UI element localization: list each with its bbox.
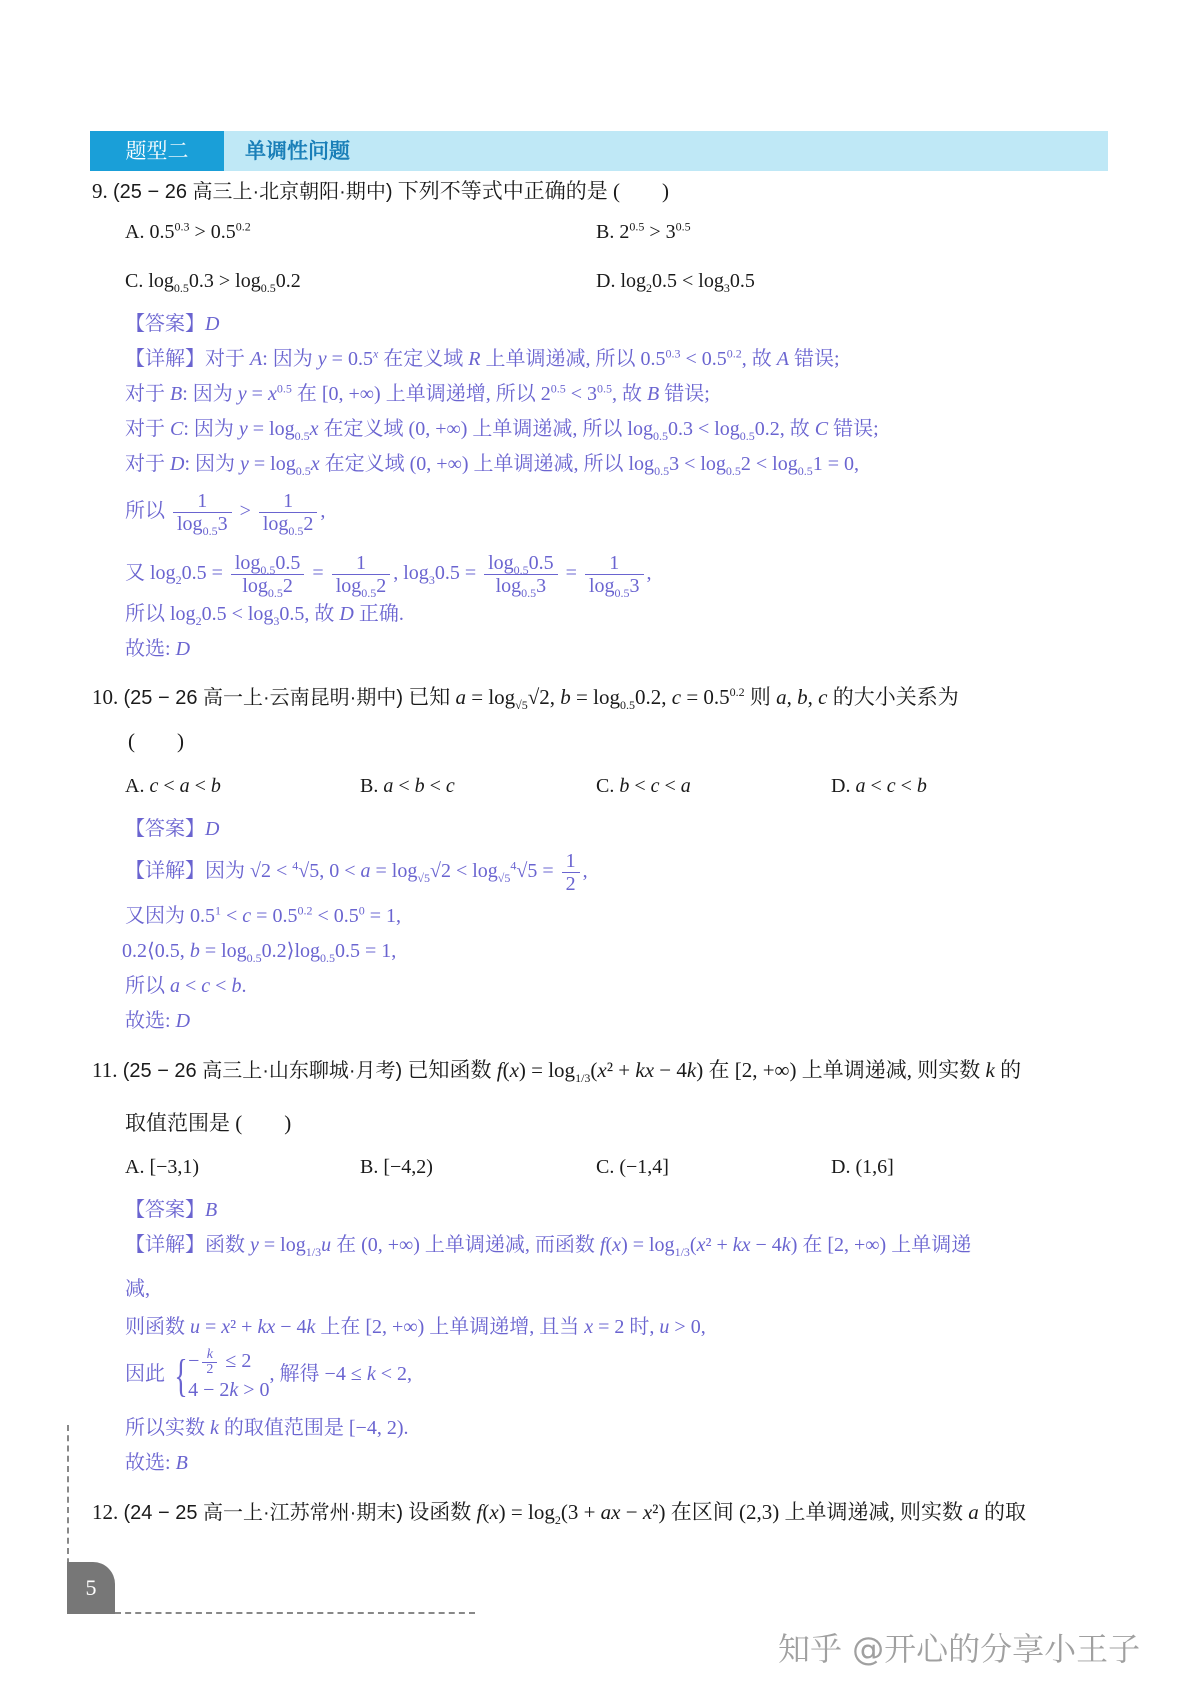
q10-option-a: A. c < a < b <box>125 775 221 797</box>
q9-option-d: D. $\log_20.5 < \log_30.5$ <box>596 270 755 295</box>
q11-detail-line-4: 因此 { − $\frac{k}{2}$ ≤ 2 4 − 2k > 0 , 解得 −4 ≤ k < 2, <box>125 1347 412 1401</box>
q10-option-d: D. a < c < b <box>831 775 927 797</box>
question-11-stem-line-2: 取值范围是 ( ) <box>125 1111 292 1135</box>
q11-detail-line-6: 故选: B <box>125 1452 188 1474</box>
q11-option-a: A. [−3,1) <box>125 1156 200 1178</box>
q11-detail-line-3: 则函数 u = x² + kx − 4k 上在 [2, +∞) 上单调递增, 且当 x = 2 时, u > 0, <box>125 1316 706 1338</box>
q11-option-c: C. (−1,4] <box>596 1156 669 1178</box>
q9-detail-line-3: 对于 C: 因为 $y = \log_{0.5}x$ 在定义域 (0, +∞) 上单调递减, 所以 $\log_{0.5}0.3 < \log_{0.5}0.2$, 故 C 错误; <box>125 418 879 443</box>
q10-option-c: C. b < c < a <box>596 775 691 797</box>
bottom-dashed-border <box>115 1612 475 1614</box>
section-number: 题型二 <box>90 131 224 171</box>
q9-detail-line-2: 对于 B: 因为 $y = x^{0.5}$ 在 [0, +∞) 上单调递增, 所以 $2^{0.5} < 3^{0.5}$, 故 B 错误; <box>125 381 710 405</box>
q11-detail-line-1: 【详解】函数 $y = \log_{1/3}u$ 在 (0, +∞) 上单调递减, 而函数 $f(x) = \log_{1/3}(x^2$ + kx − 4k) 在 [2, +∞) 上单调递 <box>125 1234 972 1259</box>
question-12-stem: 12. (24 − 25 高一上·江苏常州·期末) 设函数 $f(x) = \log_2(3$ + ax − x²) 在区间 (2,3) 上单调递减, 则实数 a 的取 <box>92 1500 1026 1528</box>
q9-detail-line-8: 故选: D <box>125 638 191 660</box>
q11-option-d: D. (1,6] <box>831 1156 894 1178</box>
question-10-stem: 10. (25 − 26 高一上·云南昆明·期中) 已知 $a = \log_{√5}√2$, $b = \log_{0.5}0.2$, $c = 0.5^{0.2}$ 则 a, b, c 的大小关系为 <box>92 685 959 713</box>
watermark: 知乎 @开心的分享小王子 <box>778 1630 1141 1668</box>
q9-detail-line-7: 所以 $\log_20.5 < \log_30.5$, 故 D 正确. <box>125 603 404 628</box>
q11-detail-line-2: 减, <box>125 1278 150 1300</box>
q10-detail-line-2: 又因为 $0.5^1 < c = 0.5^{0.2} < 0.5^0 = 1$, <box>125 903 402 927</box>
q10-answer: 【答案】D <box>125 818 220 840</box>
q11-answer: 【答案】B <box>125 1199 218 1221</box>
q11-option-b: B. [−4,2) <box>360 1156 433 1178</box>
q10-detail-line-5: 故选: D <box>125 1010 191 1032</box>
q10-detail-line-4: 所以 a < c < b. <box>125 975 247 997</box>
q9-option-a: A. $0.5^{0.3} > 0.5^{0.2}$ <box>125 219 251 243</box>
section-title: 单调性问题 <box>245 139 350 163</box>
question-11-stem: 11. (25 − 26 高三上·山东聊城·月考) 已知函数 $f(x) = \log_{1/3}(x^2$ + kx − 4k) 在 [2, +∞) 上单调递减, 则实数 k 的 <box>92 1058 1022 1086</box>
q10-detail-line-3: 0.2⟨0.5, $b = \log_{0.5}0.2⟩\log_{0.5}0.5 = 1$, <box>122 940 397 965</box>
q11-detail-line-5: 所以实数 k 的取值范围是 [−4, 2). <box>125 1417 409 1439</box>
q9-option-c: C. $\log_{0.5}0.3 > \log_{0.5}0.2$ <box>125 270 301 295</box>
q10-option-b: B. a < b < c <box>360 775 455 797</box>
q9-option-b: B. $2^{0.5} > 3^{0.5}$ <box>596 219 691 243</box>
q9-detail-line-4: 对于 D: 因为 $y = \log_{0.5}x$ 在定义域 (0, +∞) 上单调递减, 所以 $\log_{0.5}3 < \log_{0.5}2 < \log_{0.5}1 = 0$, <box>125 453 860 478</box>
page-number: 5 <box>67 1562 115 1614</box>
question-9-stem: 9. (25 − 26 高三上·北京朝阳·期中) 下列不等式中正确的是 ( ) <box>92 179 669 203</box>
section-header <box>90 131 1108 171</box>
question-10-paren: ( ) <box>128 729 184 753</box>
q9-detail-line-1: 【详解】对于 A: 因为 $y = 0.5^x$ 在定义域 R 上单调递减, 所以 $0.5^{0.3} < 0.5^{0.2}$, 故 A 错误; <box>125 346 840 370</box>
q9-answer: 【答案】D <box>125 313 220 335</box>
q10-detail-line-1: 【详解】因为 √2 < $^4$√5, $0 < a = \log_{√5}√2 < \log_{√5}^4√5$ = $\frac{1}{2}$ , <box>125 850 588 895</box>
q9-detail-line-6: 又 $\log_20.5$ = $\frac{\log_{0.5}0.5}{\log_{0.5}2}$ = $\frac{1}{\log_{0.5}2}$ , $\log_30.5$ = $\frac{\log_{0.5}0.5}{\log_{0.5}3}$ = $\frac{1}{\log_{0.5}3}$ , <box>125 552 652 600</box>
q9-detail-line-5: 所以 $\frac{1}{\log_{0.5}3}$ > $\frac{1}{\log_{0.5}2}$ , <box>125 490 326 538</box>
